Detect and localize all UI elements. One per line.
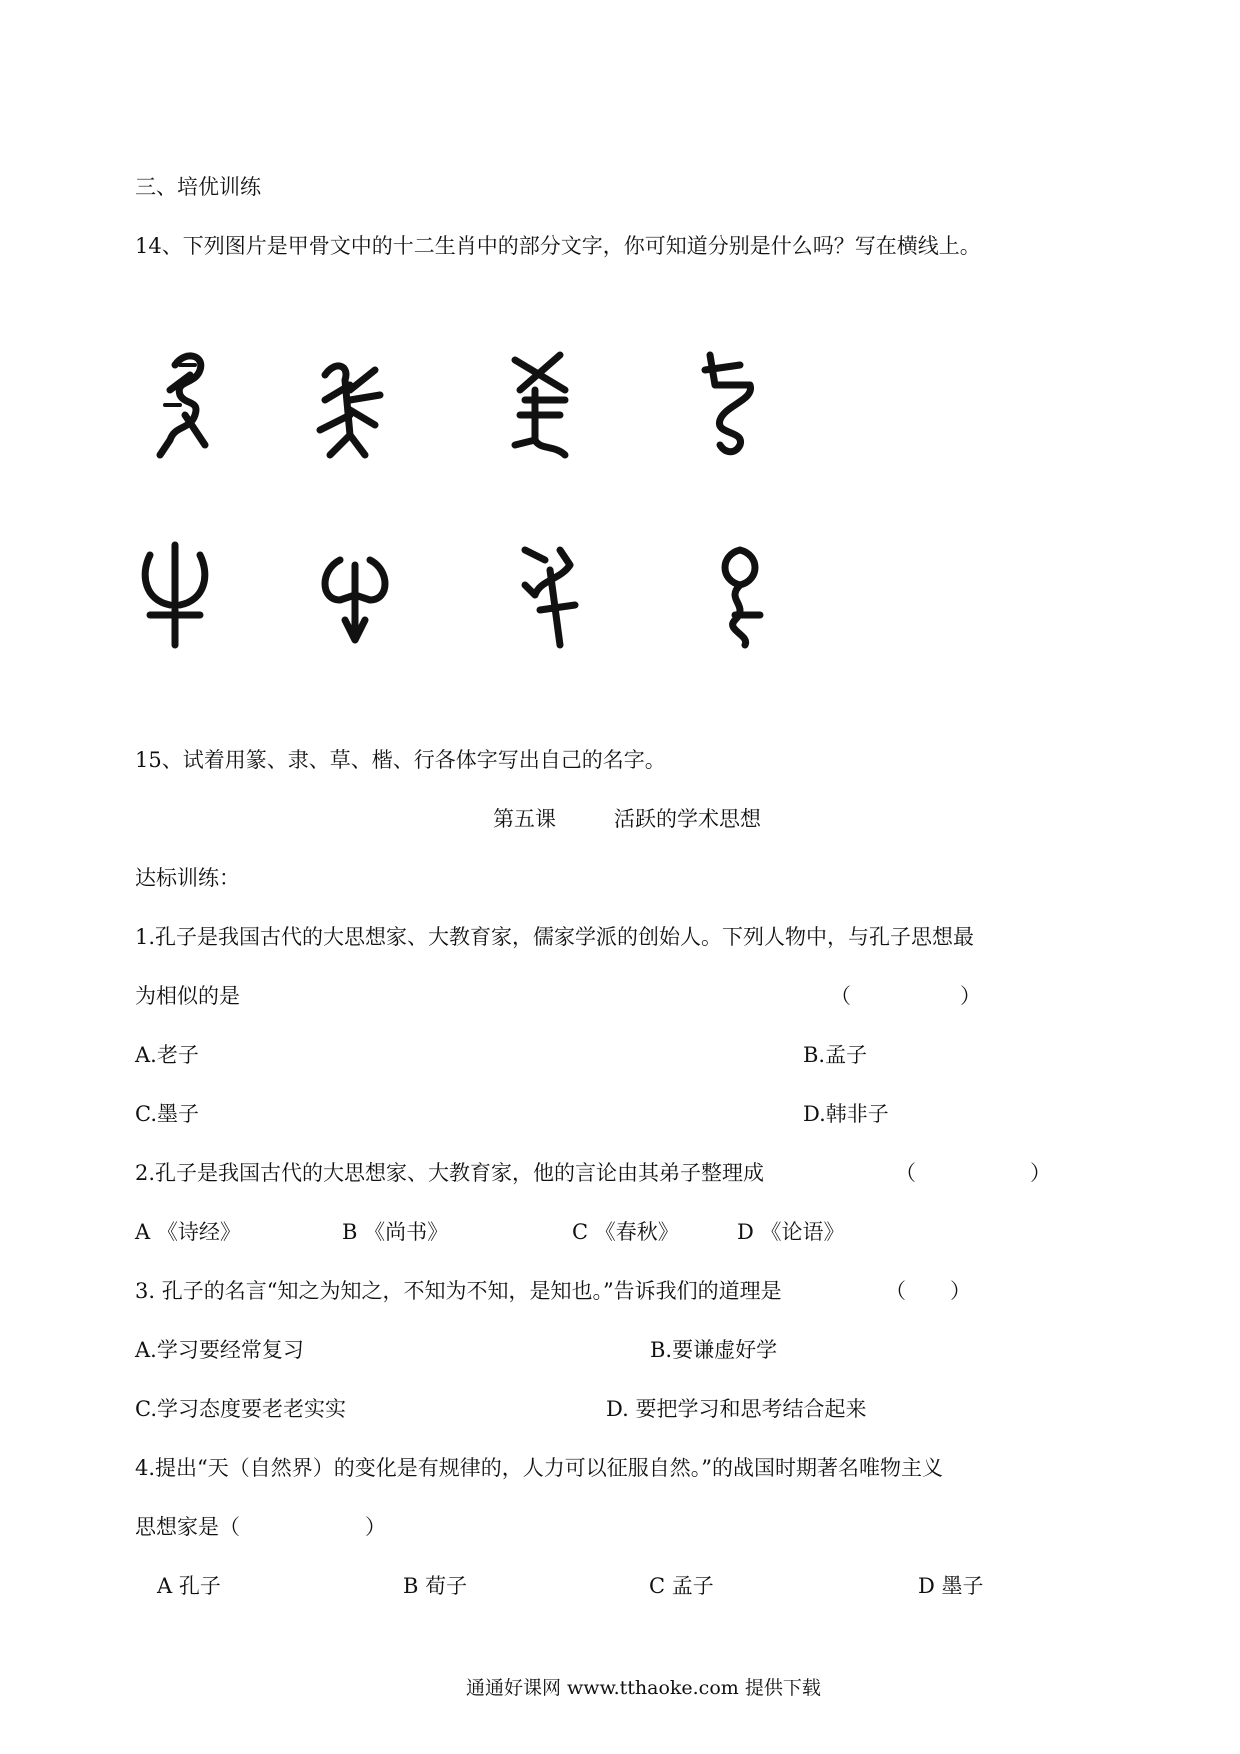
question-4-line-2: 思想家是（ [135,1515,240,1539]
q1-option-a: A.老子 [135,1043,199,1067]
question-2: 2.孔子是我国古代的大思想家、大教育家，他的言论由其弟子整理成 [135,1161,765,1185]
q4-option-d: D 墨子 [918,1574,984,1598]
oracle-bone-glyph-3 [495,345,585,465]
q2-option-a: A 《诗经》 [135,1220,241,1244]
q4-option-c: C 孟子 [649,1574,714,1598]
answer-paren-close: ） [365,1515,386,1539]
q1-option-b: B.孟子 [803,1043,868,1067]
q1-option-d: D.韩非子 [803,1102,889,1126]
answer-paren-open: （ [885,1279,906,1303]
q3-option-d: D. 要把学习和思考结合起来 [606,1397,867,1421]
answer-paren-open: （ [895,1161,916,1185]
question-4-line-1: 4.提出“天（自然界）的变化是有规律的，人力可以征服自然。”的战国时期著名唯物主义 [135,1456,944,1480]
oracle-bone-glyph-7 [505,535,595,655]
q2-option-c: C 《春秋》 [572,1220,679,1244]
answer-paren-close: ） [960,984,981,1008]
q2-option-b: B 《尚书》 [342,1220,449,1244]
question-1-line-2: 为相似的是 [135,984,240,1008]
question-15: 15、试着用篆、隶、草、楷、行各体字写出自己的名字。 [135,748,666,772]
oracle-bone-glyph-1 [140,345,230,465]
answer-paren-open: （ [830,984,851,1008]
q1-option-c: C.墨子 [135,1102,199,1126]
q4-option-a: A 孔子 [157,1574,221,1598]
q3-option-c: C.学习态度要老老实实 [135,1397,346,1421]
q3-option-a: A.学习要经常复习 [135,1338,304,1362]
oracle-bone-glyph-8 [695,535,785,655]
question-3: 3. 孔子的名言“知之为知之，不知为不知，是知也。”告诉我们的道理是 [135,1279,782,1303]
answer-paren-close: ） [950,1279,971,1303]
oracle-bone-glyph-2 [305,345,395,465]
oracle-bone-glyph-6 [310,535,400,655]
practice-heading: 达标训练： [135,866,240,890]
q3-option-b: B.要谦虚好学 [650,1338,778,1362]
question-1-line-1: 1.孔子是我国古代的大思想家、大教育家，儒家学派的创始人。下列人物中，与孔子思想最 [135,925,975,949]
q4-option-b: B 荀子 [403,1574,468,1598]
oracle-bone-glyph-5 [130,535,220,655]
section-heading: 三、培优训练 [135,175,261,199]
answer-paren-close: ） [1030,1161,1051,1185]
lesson-title-name: 活跃的学术思想 [614,807,761,831]
question-14: 14、下列图片是甲骨文中的十二生肖中的部分文字，你可知道分别是什么吗？写在横线上。 [135,234,981,258]
lesson-title-number: 第五课 [493,807,556,831]
page-footer: 通通好课网 www.tthaoke.com 提供下载 [466,1677,821,1699]
oracle-bone-glyph-4 [685,345,775,465]
q2-option-d: D 《论语》 [737,1220,845,1244]
